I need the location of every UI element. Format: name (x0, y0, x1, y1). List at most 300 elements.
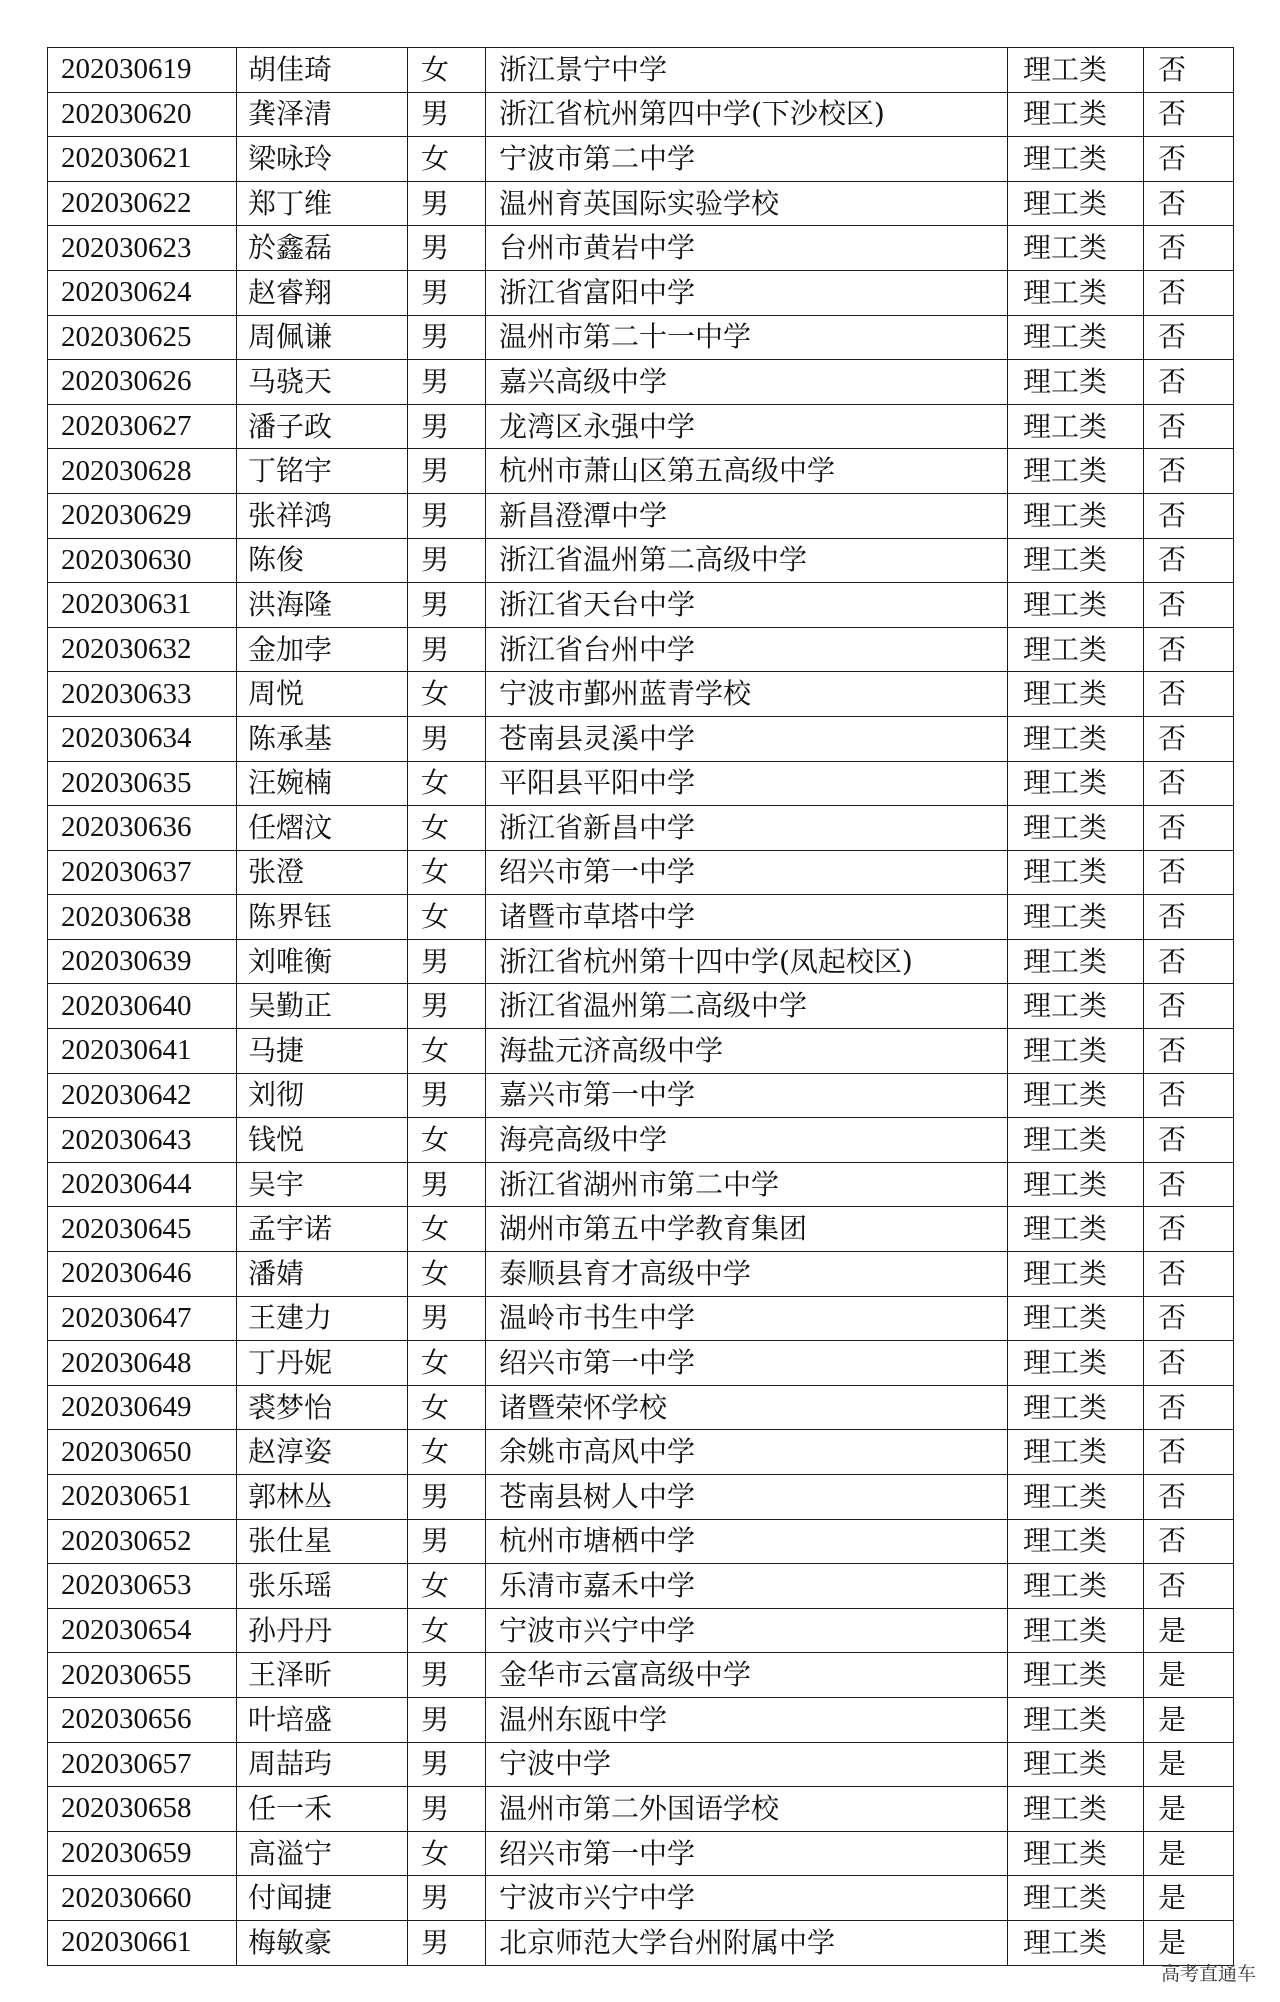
flag-cell: 否 (1144, 538, 1234, 583)
table-row (48, 1252, 1234, 1297)
category-cell: 理工类 (1008, 1787, 1144, 1832)
school-cell: 苍南县灵溪中学 (486, 716, 1008, 761)
table-row (48, 1787, 1234, 1832)
student-name-cell: 潘婧 (237, 1252, 408, 1297)
student-id-cell: 202030643 (48, 1118, 237, 1163)
student-name-cell: 付闻捷 (237, 1876, 408, 1921)
gender-cell: 男 (408, 1296, 486, 1341)
student-id-cell: 202030656 (48, 1697, 237, 1742)
school-cell: 宁波市兴宁中学 (486, 1876, 1008, 1921)
category-cell: 理工类 (1008, 806, 1144, 851)
gender-cell: 男 (408, 984, 486, 1029)
gender-cell: 男 (408, 1073, 486, 1118)
student-id-cell: 202030652 (48, 1519, 237, 1564)
flag-cell: 是 (1144, 1608, 1234, 1653)
student-id-cell: 202030659 (48, 1831, 237, 1876)
category-cell: 理工类 (1008, 493, 1144, 538)
table-row (48, 1430, 1234, 1475)
student-name-cell: 龚泽清 (237, 92, 408, 137)
school-cell: 浙江省温州第二高级中学 (486, 984, 1008, 1029)
student-id-cell: 202030623 (48, 226, 237, 271)
school-cell: 诸暨荣怀学校 (486, 1385, 1008, 1430)
table-row (48, 1385, 1234, 1430)
student-name-cell: 裘梦怡 (237, 1385, 408, 1430)
school-cell: 温州东瓯中学 (486, 1697, 1008, 1742)
student-id-cell: 202030629 (48, 493, 237, 538)
category-cell: 理工类 (1008, 315, 1144, 360)
flag-cell: 是 (1144, 1920, 1234, 1965)
student-id-cell: 202030630 (48, 538, 237, 583)
school-cell: 杭州市塘栖中学 (486, 1519, 1008, 1564)
gender-cell: 男 (408, 627, 486, 672)
flag-cell: 是 (1144, 1787, 1234, 1832)
flag-cell: 否 (1144, 1252, 1234, 1297)
flag-cell: 否 (1144, 1475, 1234, 1520)
school-cell: 湖州市第五中学教育集团 (486, 1207, 1008, 1252)
flag-cell: 否 (1144, 583, 1234, 628)
gender-cell: 男 (408, 1697, 486, 1742)
flag-cell: 否 (1144, 226, 1234, 271)
table-row (48, 761, 1234, 806)
student-name-cell: 胡佳琦 (237, 48, 408, 93)
gender-cell: 男 (408, 1920, 486, 1965)
student-id-cell: 202030626 (48, 360, 237, 405)
category-cell: 理工类 (1008, 1385, 1144, 1430)
table-row (48, 315, 1234, 360)
school-cell: 浙江省湖州市第二中学 (486, 1162, 1008, 1207)
student-id-cell: 202030644 (48, 1162, 237, 1207)
school-cell: 诸暨市草塔中学 (486, 895, 1008, 940)
table-row (48, 1564, 1234, 1609)
gender-cell: 女 (408, 1564, 486, 1609)
student-name-cell: 梁咏玲 (237, 137, 408, 182)
school-cell: 绍兴市第一中学 (486, 850, 1008, 895)
student-id-cell: 202030658 (48, 1787, 237, 1832)
flag-cell: 否 (1144, 1430, 1234, 1475)
table-row (48, 1697, 1234, 1742)
student-name-cell: 叶培盛 (237, 1697, 408, 1742)
school-cell: 宁波市鄞州蓝青学校 (486, 672, 1008, 717)
student-id-cell: 202030637 (48, 850, 237, 895)
student-name-cell: 陈俊 (237, 538, 408, 583)
school-cell: 浙江省台州中学 (486, 627, 1008, 672)
flag-cell: 否 (1144, 850, 1234, 895)
flag-cell: 否 (1144, 1341, 1234, 1386)
table-row (48, 583, 1234, 628)
gender-cell: 男 (408, 1162, 486, 1207)
category-cell: 理工类 (1008, 181, 1144, 226)
gender-cell: 女 (408, 806, 486, 851)
student-name-cell: 吴勤正 (237, 984, 408, 1029)
school-cell: 金华市云富高级中学 (486, 1653, 1008, 1698)
gender-cell: 女 (408, 1207, 486, 1252)
school-cell: 绍兴市第一中学 (486, 1341, 1008, 1386)
flag-cell: 否 (1144, 137, 1234, 182)
table-row (48, 1207, 1234, 1252)
school-cell: 浙江省富阳中学 (486, 270, 1008, 315)
school-cell: 宁波中学 (486, 1742, 1008, 1787)
gender-cell: 男 (408, 181, 486, 226)
school-cell: 余姚市高风中学 (486, 1430, 1008, 1475)
student-name-cell: 梅敏豪 (237, 1920, 408, 1965)
flag-cell: 否 (1144, 1564, 1234, 1609)
table-row (48, 538, 1234, 583)
flag-cell: 是 (1144, 1697, 1234, 1742)
table-row (48, 137, 1234, 182)
student-name-cell: 陈承基 (237, 716, 408, 761)
table-row (48, 1029, 1234, 1074)
gender-cell: 男 (408, 1653, 486, 1698)
flag-cell: 否 (1144, 181, 1234, 226)
school-cell: 宁波市兴宁中学 (486, 1608, 1008, 1653)
student-id-cell: 202030633 (48, 672, 237, 717)
category-cell: 理工类 (1008, 92, 1144, 137)
category-cell: 理工类 (1008, 1920, 1144, 1965)
flag-cell: 否 (1144, 270, 1234, 315)
category-cell: 理工类 (1008, 48, 1144, 93)
student-id-cell: 202030647 (48, 1296, 237, 1341)
student-id-cell: 202030624 (48, 270, 237, 315)
school-cell: 嘉兴高级中学 (486, 360, 1008, 405)
flag-cell: 否 (1144, 493, 1234, 538)
student-name-cell: 周佩谦 (237, 315, 408, 360)
gender-cell: 女 (408, 1430, 486, 1475)
flag-cell: 是 (1144, 1653, 1234, 1698)
school-cell: 杭州市萧山区第五高级中学 (486, 449, 1008, 494)
school-cell: 浙江景宁中学 (486, 48, 1008, 93)
flag-cell: 否 (1144, 360, 1234, 405)
student-name-cell: 周悦 (237, 672, 408, 717)
category-cell: 理工类 (1008, 1252, 1144, 1297)
flag-cell: 否 (1144, 1073, 1234, 1118)
student-name-cell: 马捷 (237, 1029, 408, 1074)
student-name-cell: 刘唯衡 (237, 939, 408, 984)
gender-cell: 女 (408, 895, 486, 940)
category-cell: 理工类 (1008, 1341, 1144, 1386)
gender-cell: 男 (408, 1876, 486, 1921)
category-cell: 理工类 (1008, 850, 1144, 895)
student-name-cell: 任熠汶 (237, 806, 408, 851)
student-id-cell: 202030628 (48, 449, 237, 494)
school-cell: 温州市第二外国语学校 (486, 1787, 1008, 1832)
flag-cell: 否 (1144, 449, 1234, 494)
flag-cell: 否 (1144, 92, 1234, 137)
gender-cell: 男 (408, 449, 486, 494)
flag-cell: 否 (1144, 1296, 1234, 1341)
student-name-cell: 潘子政 (237, 404, 408, 449)
gender-cell: 女 (408, 672, 486, 717)
table-body (48, 48, 1234, 1966)
category-cell: 理工类 (1008, 1653, 1144, 1698)
school-cell: 温岭市书生中学 (486, 1296, 1008, 1341)
gender-cell: 女 (408, 850, 486, 895)
flag-cell: 否 (1144, 48, 1234, 93)
student-id-cell: 202030619 (48, 48, 237, 93)
category-cell: 理工类 (1008, 627, 1144, 672)
category-cell: 理工类 (1008, 1073, 1144, 1118)
school-cell: 苍南县树人中学 (486, 1475, 1008, 1520)
category-cell: 理工类 (1008, 226, 1144, 271)
gender-cell: 女 (408, 1118, 486, 1163)
category-cell: 理工类 (1008, 1697, 1144, 1742)
school-cell: 泰顺县育才高级中学 (486, 1252, 1008, 1297)
student-name-cell: 孟宇诺 (237, 1207, 408, 1252)
table-row (48, 360, 1234, 405)
category-cell: 理工类 (1008, 1519, 1144, 1564)
student-id-cell: 202030631 (48, 583, 237, 628)
school-cell: 龙湾区永强中学 (486, 404, 1008, 449)
student-id-cell: 202030625 (48, 315, 237, 360)
student-id-cell: 202030640 (48, 984, 237, 1029)
table-row (48, 806, 1234, 851)
category-cell: 理工类 (1008, 449, 1144, 494)
flag-cell: 否 (1144, 806, 1234, 851)
gender-cell: 男 (408, 716, 486, 761)
table-row (48, 672, 1234, 717)
flag-cell: 否 (1144, 939, 1234, 984)
flag-cell: 否 (1144, 1162, 1234, 1207)
table-row (48, 1831, 1234, 1876)
student-name-cell: 洪海隆 (237, 583, 408, 628)
flag-cell: 否 (1144, 761, 1234, 806)
category-cell: 理工类 (1008, 984, 1144, 1029)
school-cell: 嘉兴市第一中学 (486, 1073, 1008, 1118)
category-cell: 理工类 (1008, 1831, 1144, 1876)
table-row (48, 493, 1234, 538)
gender-cell: 男 (408, 360, 486, 405)
category-cell: 理工类 (1008, 1118, 1144, 1163)
gender-cell: 男 (408, 1519, 486, 1564)
flag-cell: 否 (1144, 1029, 1234, 1074)
category-cell: 理工类 (1008, 1296, 1144, 1341)
category-cell: 理工类 (1008, 1029, 1144, 1074)
gender-cell: 男 (408, 1742, 486, 1787)
gender-cell: 男 (408, 404, 486, 449)
student-name-cell: 陈界钰 (237, 895, 408, 940)
table-row (48, 449, 1234, 494)
student-name-cell: 汪婉楠 (237, 761, 408, 806)
student-id-cell: 202030655 (48, 1653, 237, 1698)
flag-cell: 否 (1144, 404, 1234, 449)
student-id-cell: 202030639 (48, 939, 237, 984)
category-cell: 理工类 (1008, 360, 1144, 405)
gender-cell: 男 (408, 1475, 486, 1520)
student-id-cell: 202030636 (48, 806, 237, 851)
flag-cell: 是 (1144, 1831, 1234, 1876)
gender-cell: 男 (408, 493, 486, 538)
student-id-cell: 202030642 (48, 1073, 237, 1118)
gender-cell: 女 (408, 1029, 486, 1074)
flag-cell: 否 (1144, 627, 1234, 672)
student-id-cell: 202030646 (48, 1252, 237, 1297)
table-row (48, 850, 1234, 895)
gender-cell: 男 (408, 315, 486, 360)
school-cell: 宁波市第二中学 (486, 137, 1008, 182)
category-cell: 理工类 (1008, 1207, 1144, 1252)
category-cell: 理工类 (1008, 716, 1144, 761)
table-row (48, 48, 1234, 93)
gender-cell: 男 (408, 538, 486, 583)
student-name-cell: 郑丁维 (237, 181, 408, 226)
student-id-cell: 202030638 (48, 895, 237, 940)
student-name-cell: 张澄 (237, 850, 408, 895)
gender-cell: 男 (408, 92, 486, 137)
table-row (48, 1073, 1234, 1118)
student-id-cell: 202030657 (48, 1742, 237, 1787)
category-cell: 理工类 (1008, 1876, 1144, 1921)
student-name-cell: 高溢宁 (237, 1831, 408, 1876)
student-name-cell: 刘彻 (237, 1073, 408, 1118)
table-row (48, 1341, 1234, 1386)
table-row (48, 1296, 1234, 1341)
school-cell: 新昌澄潭中学 (486, 493, 1008, 538)
school-cell: 温州育英国际实验学校 (486, 181, 1008, 226)
flag-cell: 否 (1144, 1519, 1234, 1564)
student-id-cell: 202030649 (48, 1385, 237, 1430)
table-row (48, 226, 1234, 271)
student-id-cell: 202030650 (48, 1430, 237, 1475)
flag-cell: 否 (1144, 716, 1234, 761)
flag-cell: 否 (1144, 672, 1234, 717)
student-id-cell: 202030661 (48, 1920, 237, 1965)
category-cell: 理工类 (1008, 137, 1144, 182)
student-list-table (47, 47, 1234, 1966)
gender-cell: 女 (408, 761, 486, 806)
student-id-cell: 202030635 (48, 761, 237, 806)
table-row (48, 1876, 1234, 1921)
school-cell: 平阳县平阳中学 (486, 761, 1008, 806)
flag-cell: 是 (1144, 1876, 1234, 1921)
school-cell: 北京师范大学台州附属中学 (486, 1920, 1008, 1965)
category-cell: 理工类 (1008, 761, 1144, 806)
student-id-cell: 202030621 (48, 137, 237, 182)
table-row (48, 181, 1234, 226)
gender-cell: 男 (408, 226, 486, 271)
gender-cell: 女 (408, 137, 486, 182)
flag-cell: 否 (1144, 895, 1234, 940)
flag-cell: 否 (1144, 984, 1234, 1029)
student-id-cell: 202030634 (48, 716, 237, 761)
student-id-cell: 202030648 (48, 1341, 237, 1386)
student-name-cell: 赵淳姿 (237, 1430, 408, 1475)
flag-cell: 是 (1144, 1742, 1234, 1787)
student-id-cell: 202030660 (48, 1876, 237, 1921)
table-row (48, 1608, 1234, 1653)
table-row (48, 939, 1234, 984)
school-cell: 温州市第二十一中学 (486, 315, 1008, 360)
table-row (48, 627, 1234, 672)
student-id-cell: 202030641 (48, 1029, 237, 1074)
student-name-cell: 金加孛 (237, 627, 408, 672)
student-name-cell: 任一禾 (237, 1787, 408, 1832)
student-name-cell: 於鑫磊 (237, 226, 408, 271)
table-row (48, 1519, 1234, 1564)
student-name-cell: 丁铭宇 (237, 449, 408, 494)
gender-cell: 女 (408, 1608, 486, 1653)
category-cell: 理工类 (1008, 583, 1144, 628)
gender-cell: 女 (408, 48, 486, 93)
table-row (48, 1920, 1234, 1965)
table-row (48, 1742, 1234, 1787)
student-name-cell: 马骁天 (237, 360, 408, 405)
category-cell: 理工类 (1008, 895, 1144, 940)
category-cell: 理工类 (1008, 672, 1144, 717)
table-row (48, 716, 1234, 761)
category-cell: 理工类 (1008, 1608, 1144, 1653)
school-cell: 绍兴市第一中学 (486, 1831, 1008, 1876)
student-name-cell: 钱悦 (237, 1118, 408, 1163)
student-name-cell: 孙丹丹 (237, 1608, 408, 1653)
category-cell: 理工类 (1008, 270, 1144, 315)
student-name-cell: 张仕星 (237, 1519, 408, 1564)
student-id-cell: 202030651 (48, 1475, 237, 1520)
category-cell: 理工类 (1008, 538, 1144, 583)
gender-cell: 男 (408, 583, 486, 628)
student-name-cell: 周喆玙 (237, 1742, 408, 1787)
school-cell: 乐清市嘉禾中学 (486, 1564, 1008, 1609)
category-cell: 理工类 (1008, 1430, 1144, 1475)
table-row (48, 984, 1234, 1029)
category-cell: 理工类 (1008, 1564, 1144, 1609)
student-name-cell: 王泽昕 (237, 1653, 408, 1698)
category-cell: 理工类 (1008, 1742, 1144, 1787)
student-name-cell: 吴宇 (237, 1162, 408, 1207)
student-id-cell: 202030627 (48, 404, 237, 449)
school-cell: 浙江省杭州第四中学(下沙校区) (486, 92, 1008, 137)
student-name-cell: 王建力 (237, 1296, 408, 1341)
student-name-cell: 张乐瑶 (237, 1564, 408, 1609)
gender-cell: 男 (408, 1787, 486, 1832)
table-row (48, 1162, 1234, 1207)
table-row (48, 1118, 1234, 1163)
table-row (48, 1653, 1234, 1698)
school-cell: 浙江省温州第二高级中学 (486, 538, 1008, 583)
table-row (48, 895, 1234, 940)
school-cell: 浙江省杭州第十四中学(凤起校区) (486, 939, 1008, 984)
table-row (48, 404, 1234, 449)
school-cell: 海亮高级中学 (486, 1118, 1008, 1163)
gender-cell: 女 (408, 1385, 486, 1430)
school-cell: 海盐元济高级中学 (486, 1029, 1008, 1074)
category-cell: 理工类 (1008, 1162, 1144, 1207)
school-cell: 台州市黄岩中学 (486, 226, 1008, 271)
student-name-cell: 赵睿翔 (237, 270, 408, 315)
watermark-text: 高考直通车 (1160, 1963, 1256, 1985)
gender-cell: 男 (408, 270, 486, 315)
flag-cell: 否 (1144, 1385, 1234, 1430)
table-row (48, 1475, 1234, 1520)
flag-cell: 否 (1144, 1207, 1234, 1252)
student-name-cell: 丁丹妮 (237, 1341, 408, 1386)
category-cell: 理工类 (1008, 404, 1144, 449)
flag-cell: 否 (1144, 315, 1234, 360)
student-id-cell: 202030620 (48, 92, 237, 137)
school-cell: 浙江省新昌中学 (486, 806, 1008, 851)
category-cell: 理工类 (1008, 1475, 1144, 1520)
student-name-cell: 郭林丛 (237, 1475, 408, 1520)
flag-cell: 否 (1144, 1118, 1234, 1163)
student-name-cell: 张祥鸿 (237, 493, 408, 538)
school-cell: 浙江省天台中学 (486, 583, 1008, 628)
gender-cell: 女 (408, 1252, 486, 1297)
gender-cell: 女 (408, 1831, 486, 1876)
table-row (48, 270, 1234, 315)
gender-cell: 男 (408, 939, 486, 984)
student-id-cell: 202030645 (48, 1207, 237, 1252)
student-id-cell: 202030653 (48, 1564, 237, 1609)
category-cell: 理工类 (1008, 939, 1144, 984)
table-row (48, 92, 1234, 137)
